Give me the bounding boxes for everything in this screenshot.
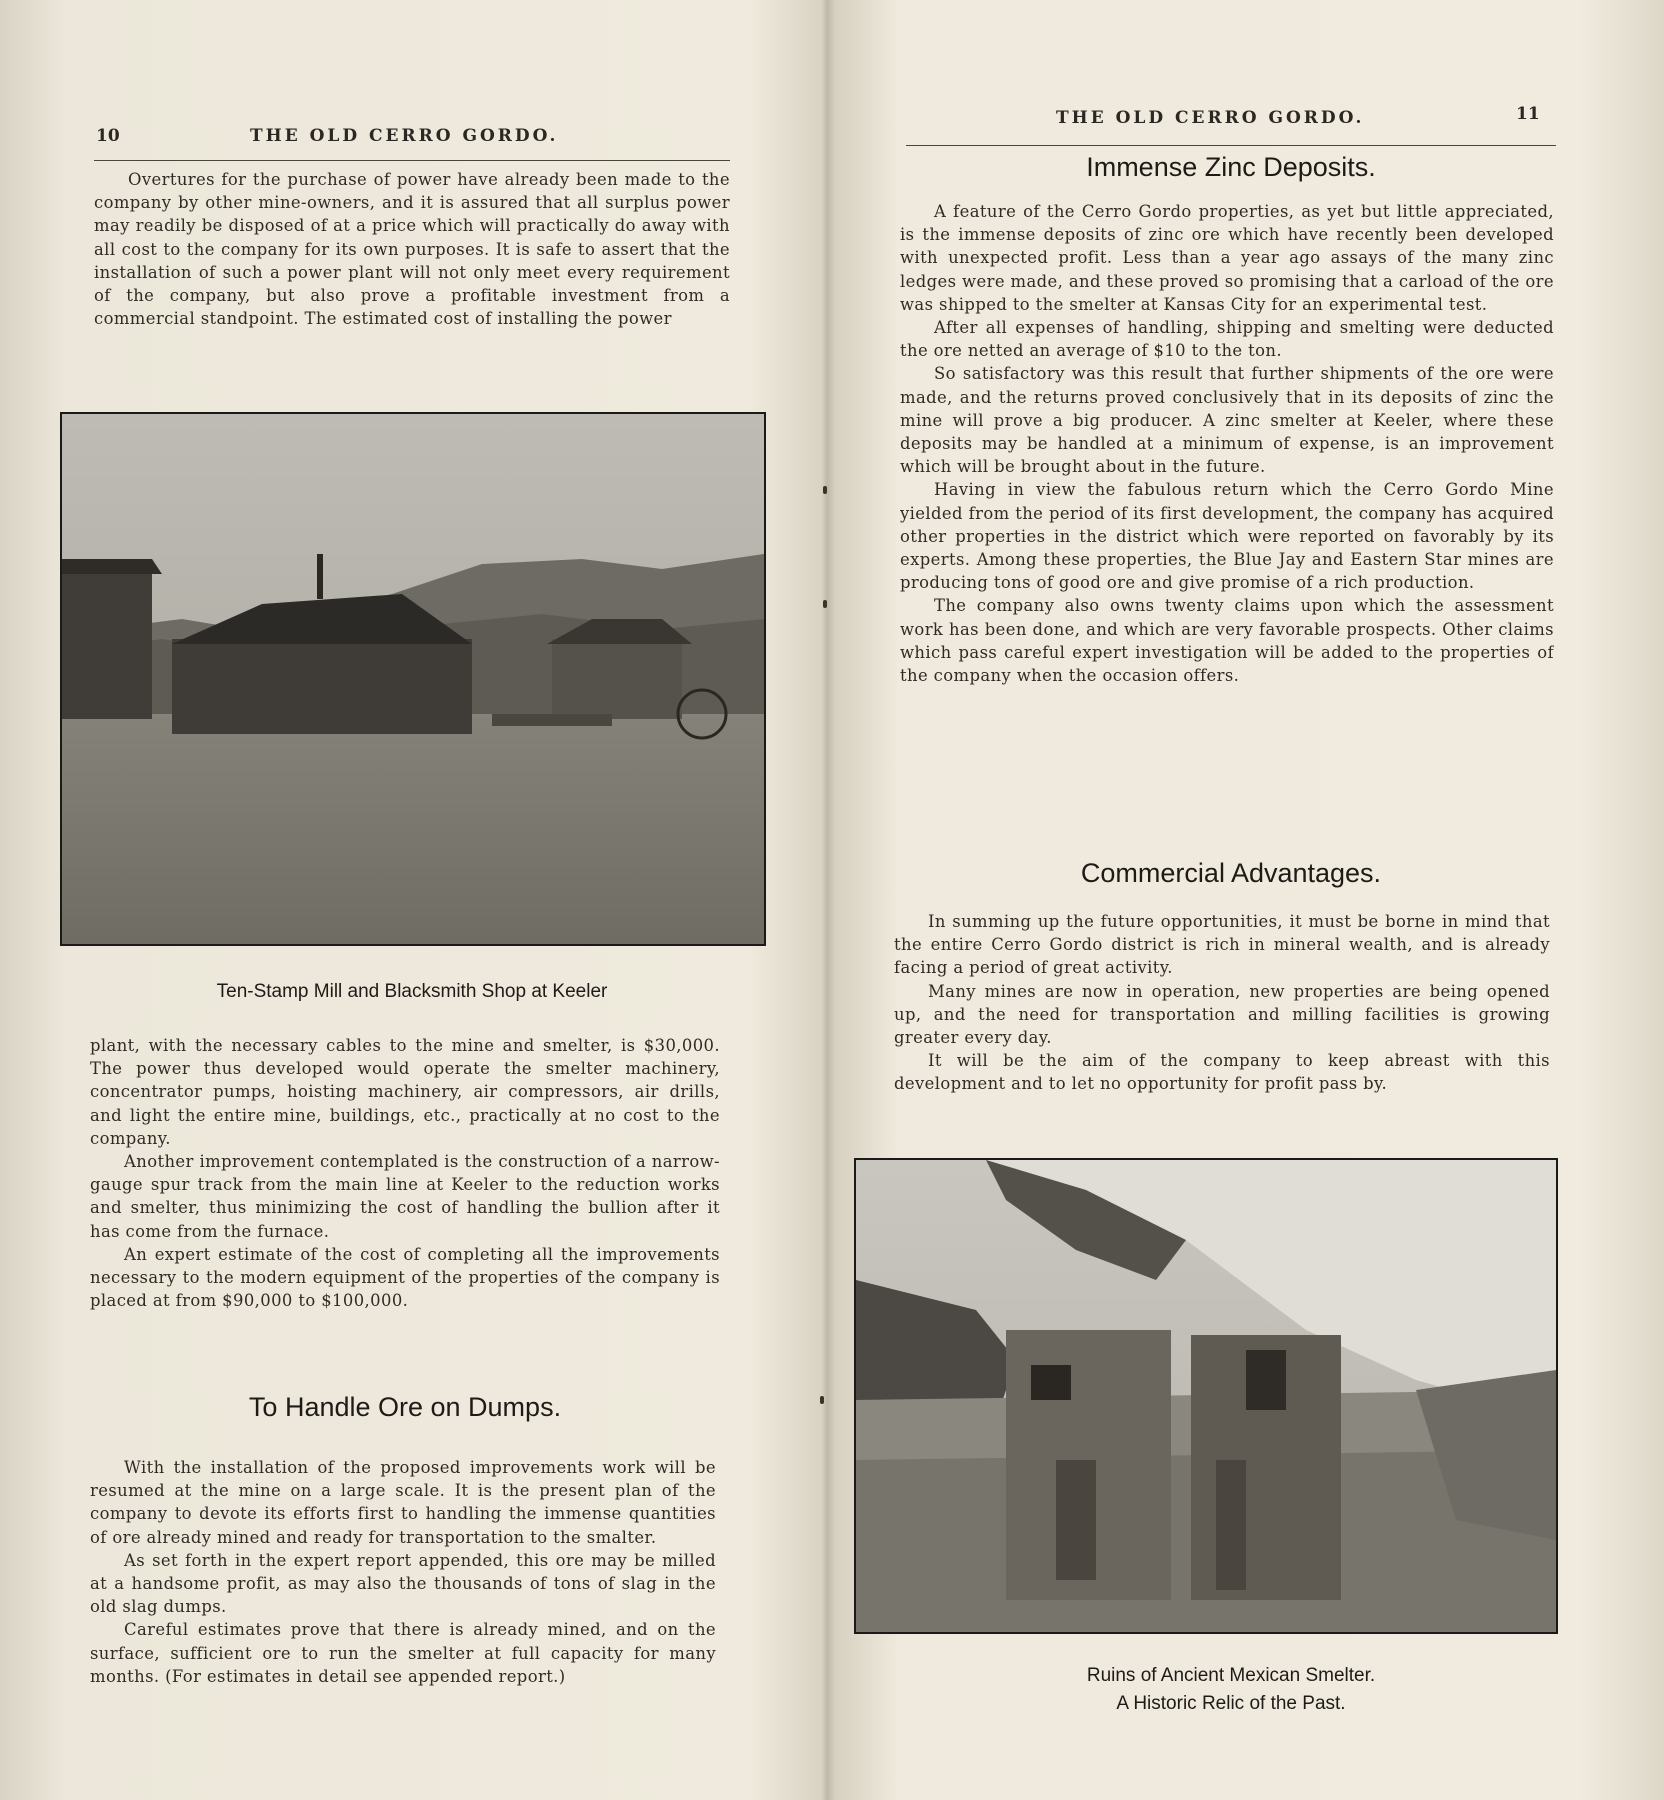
ore-paragraph-1: With the installation of the proposed improvements work will be resumed at the mine on a large scale. It is the present plan of the company to devote its efforts first to handling the immense quantities of ore already mined and ready for transportation to the smalter. xyxy=(90,1458,716,1547)
commercial-text xyxy=(894,910,1550,1140)
smelter-ruins-photo xyxy=(854,1158,1558,1634)
commercial-paragraph-1: In summing up the future opportunities, it must be borne in mind that the entire Cerro Gordo district is rich in mineral wealth, and is already facing a period of great activity. xyxy=(894,912,1550,978)
zinc-paragraph-1: A feature of the Cerro Gordo properties, as yet but little appreciated, is the immense deposits of zinc ore which have recently been developed with unexpected profit. Less than a year ago assays of the many zinc ledges were made, and these proved so promising that a carload of the ore was shipped to the smelter at Kansas City for an experimental test. xyxy=(900,202,1554,314)
zinc-paragraph-4: Having in view the fabulous return which the Cerro Gordo Mine yielded from the period of its first development, the company has acquired other properties in the district which were reported on favorably by its experts. Among these properties, the Blue Jay and Eastern Star mines are producing tons of good ore and give promise of a rich production. xyxy=(900,480,1554,593)
zinc-paragraph-2: After all expenses of handling, shipping and smelting were deducted the ore netted an average of $10 to the ton. xyxy=(900,318,1554,361)
commercial-paragraph-2: Many mines are now in operation, new properties are being opened up, and the need for transportation and milling facilities is growing greater every day. xyxy=(894,981,1550,1048)
right-page xyxy=(826,0,1664,1800)
commercial-paragraph-3: It will be the aim of the company to keep abreast with this development and to let no opportunity for profit pass by. xyxy=(894,1051,1550,1094)
ore-paragraph-2: As set forth in the expert report appended, this ore may be milled at a handsome profit, as may also the thousands of tons of slag in the old slag dumps. xyxy=(90,1550,716,1617)
continued-paragraph-2: Another improvement contemplated is the construction of a narrow-gauge spur track from the main line at Keeler to the reduction works and smelter, thus minimizing the cost of handling the bullion after it has come from the furnace. xyxy=(90,1152,720,1241)
header-rule xyxy=(906,145,1556,146)
continued-paragraph-1: plant, with the necessary cables to the mine and smelter, is $30,000. The power thus developed would operate the smelter machinery, concentrator pumps, hoisting machinery, air compressors, air drills, and light the entire mine, buildings, etc., practically at no cost to the company. xyxy=(90,1036,720,1148)
intro-paragraph: Overtures for the purchase of power have already been made to the company by other mine-owners, and it is assured that all surplus power may readily be disposed of at a price which will practically do away with all cost to the company for its own purposes. It is safe to assert that the installation of such a power plant will not only meet every requirement of the company, but also prove a profitable investment from a commercial standpoint. The estimated cost of installing the power xyxy=(94,170,730,329)
ore-dumps-text xyxy=(90,1456,716,1731)
continued-text xyxy=(90,1034,720,1359)
ore-paragraph-3: Careful estimates prove that there is already mined, and on the surface, sufficient ore to run the smelter at full capacity for many months. (For estimates in detail see appended report.) xyxy=(90,1620,716,1686)
caption-line-1: Ruins of Ancient Mexican Smelter. xyxy=(1086,1665,1376,1686)
heading-commercial-advantages: Commercial Advantages. xyxy=(1080,858,1382,888)
caption-line-2: A Historic Relic of the Past. xyxy=(1116,1693,1346,1714)
binding-staple xyxy=(820,1396,824,1404)
heading-zinc-deposits: Immense Zinc Deposits. xyxy=(1086,152,1376,182)
running-head: THE OLD CERRO GORDO. xyxy=(250,126,559,146)
continued-paragraph-3: An expert estimate of the cost of completing all the improvements necessary to the modern equipment of the properties of the company is placed at from $90,000 to $100,000. xyxy=(90,1244,720,1311)
header-rule xyxy=(94,160,730,161)
intro-text xyxy=(94,168,730,384)
zinc-paragraph-5: The company also owns twenty claims upon which the assessment work has been done, and which are very favorable prospects. Other claims which pass careful expert investigation will be added to the properties of the company when the occasion offers. xyxy=(900,596,1554,686)
left-page xyxy=(0,0,826,1800)
running-head: THE OLD CERRO GORDO. xyxy=(1056,108,1365,128)
stamp-mill-photo xyxy=(60,412,766,946)
page-number: 11 xyxy=(1516,104,1540,124)
zinc-paragraph-3: So satisfactory was this result that further shipments of the ore were made, and the returns proved conclusively that in its deposits of zinc the mine will prove a big producer. A zinc smelter at Keeler, where these deposits may be handled at a minimum of expense, is an improvement which will be brought about in the future. xyxy=(900,364,1554,477)
section-heading-ore-dumps: To Handle Ore on Dumps. xyxy=(248,1392,562,1422)
page-number: 10 xyxy=(96,126,120,146)
smelter-ruins-caption xyxy=(906,1662,1556,1718)
stamp-mill-caption: Ten-Stamp Mill and Blacksmith Shop at Keeler xyxy=(216,981,608,1002)
zinc-text xyxy=(900,200,1554,845)
